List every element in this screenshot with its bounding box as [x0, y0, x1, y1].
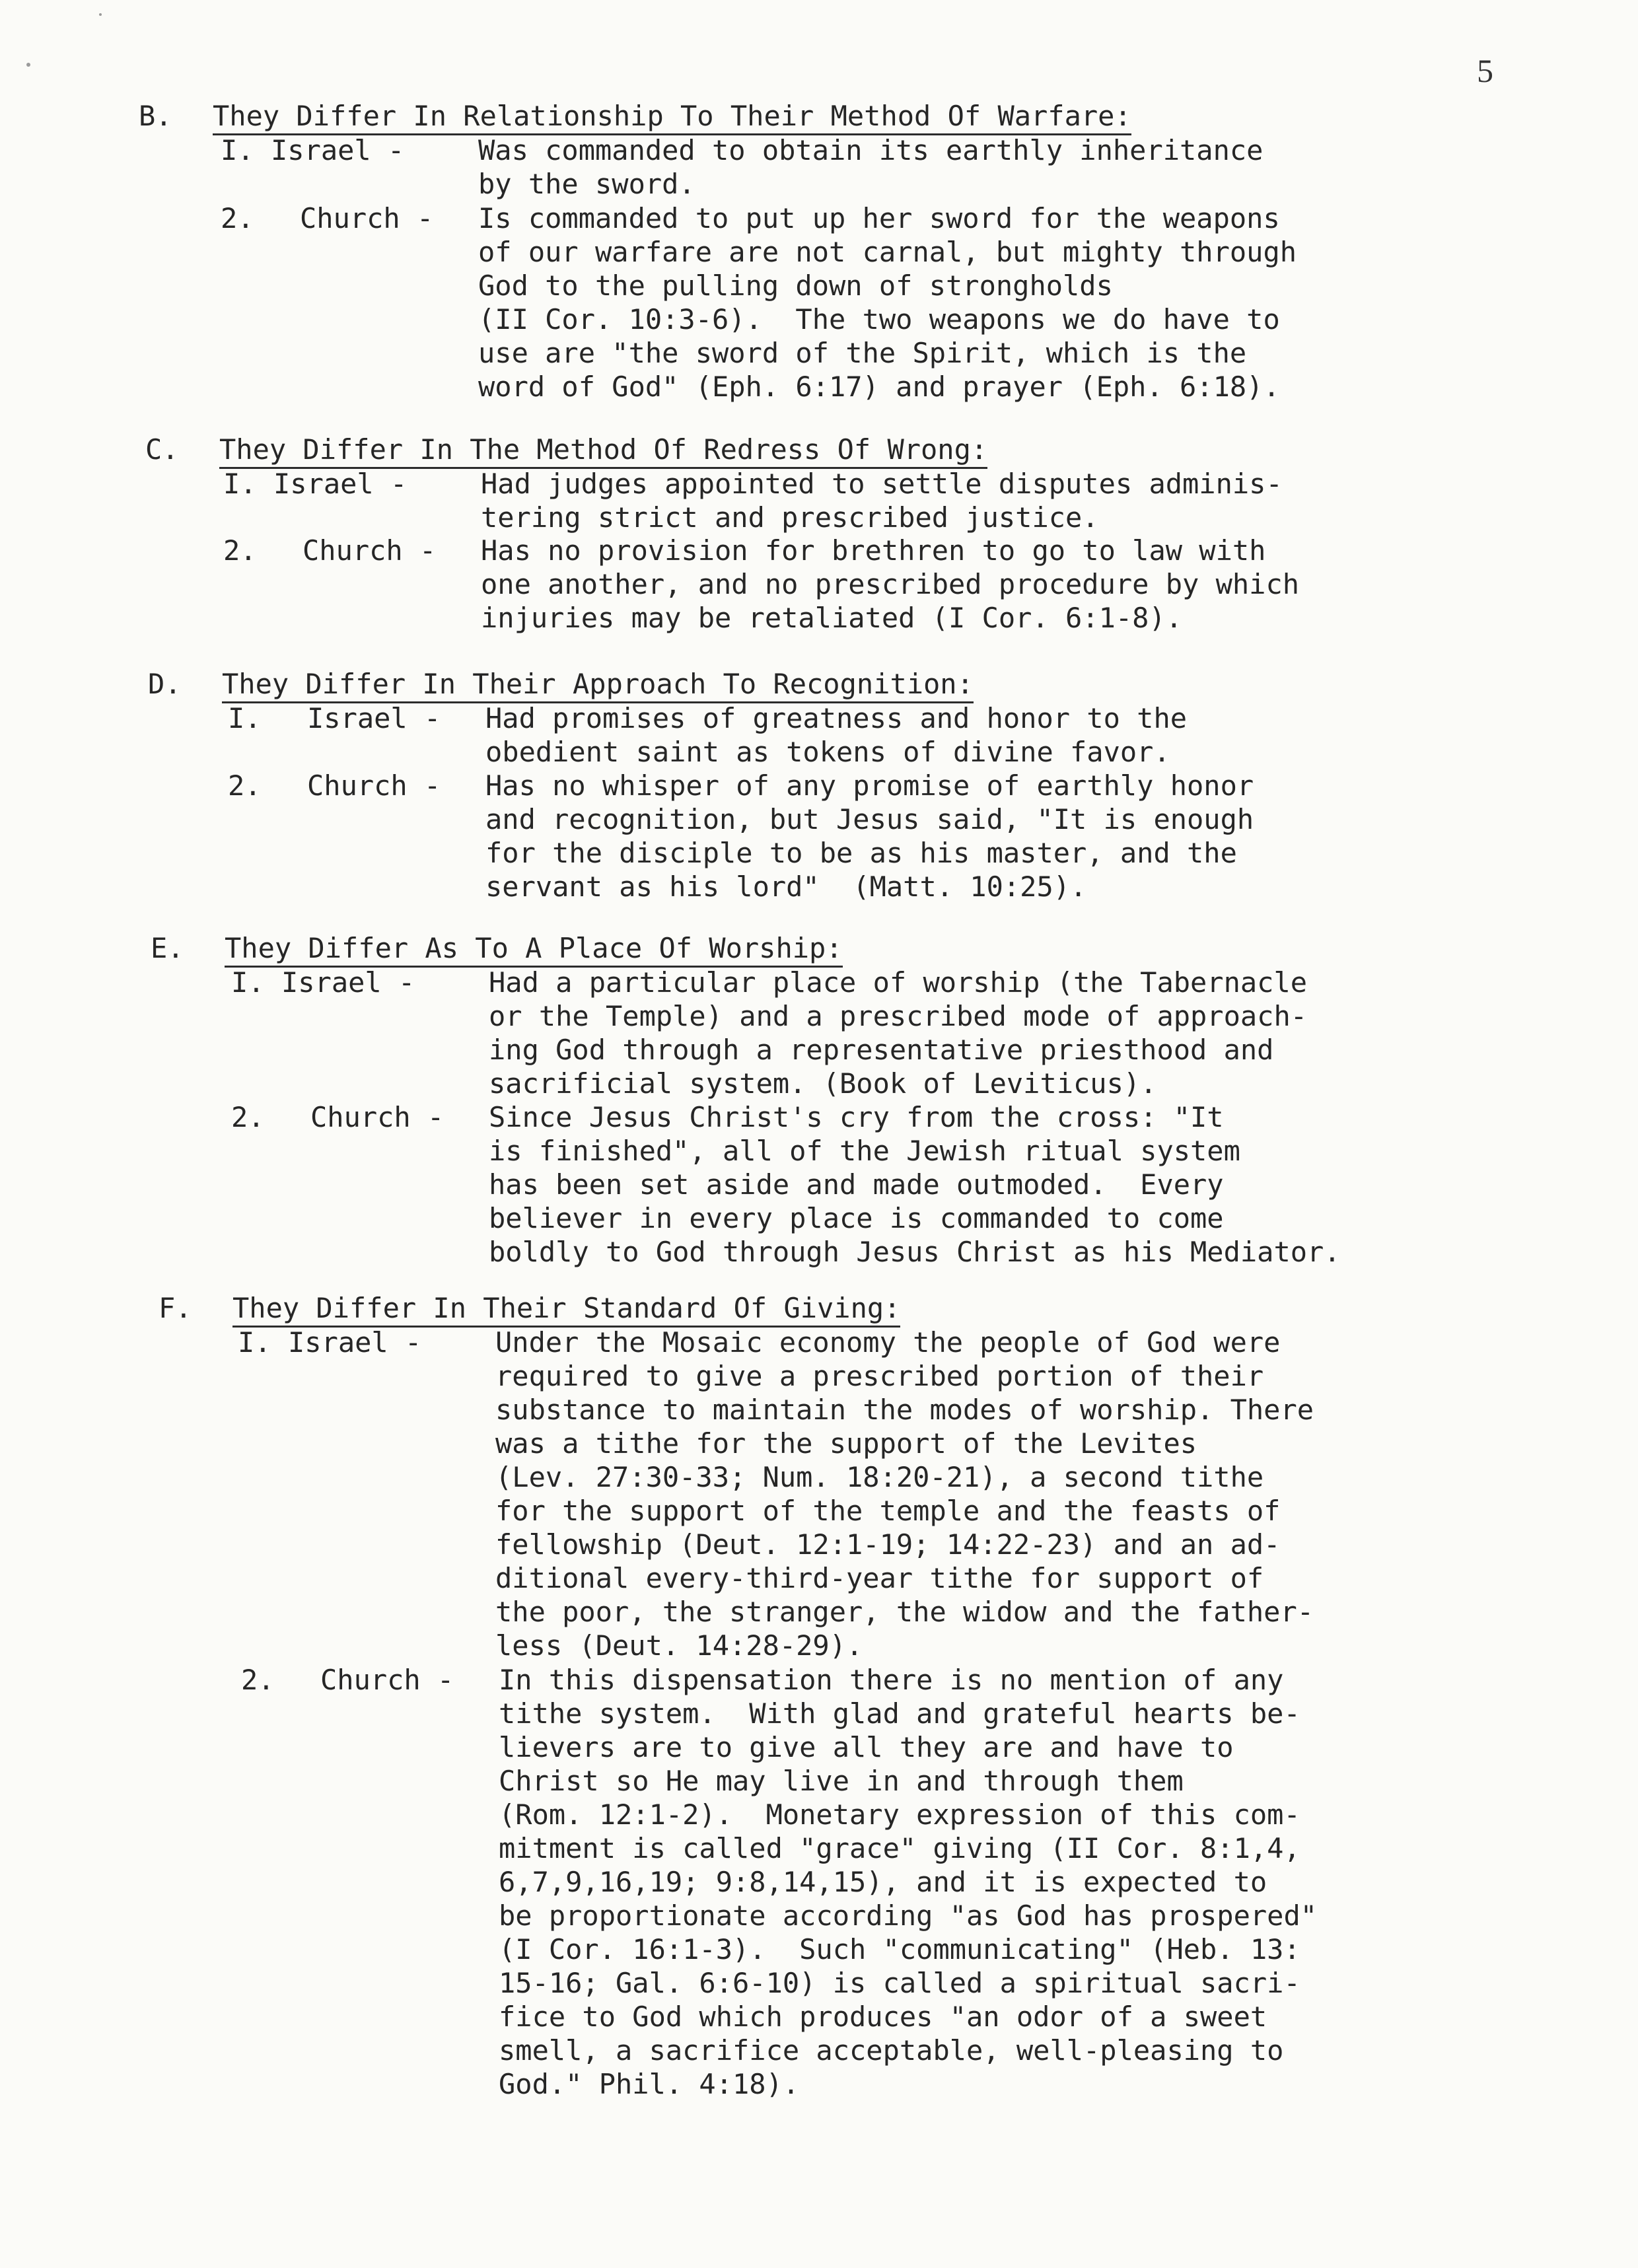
section-letter: F. [159, 1292, 192, 1324]
entry-label: Church - [320, 1664, 454, 1696]
entry-text: Had a particular place of worship (the Tabernacle or the Temple) and a prescribed mode of approach- ing God through a representative priesthood and sacrificial system. (Book of Leviticus). [489, 966, 1308, 1100]
entry-label: Church - [307, 769, 441, 802]
entry-text: In this dispensation there is no mention of any tithe system. With glad and grateful hearts be- lievers are to give all they are and have to Christ so He may live in and through them (Rom. 12:1-2). Monetary expression of this com- mitment is called "grace" giving (II Cor. 8:1,4, 6,7,9,16,19; 9:8,14,15), and it is expected to be proportionate according "as God has prospered" (I Cor. 16:1-3). Such "communicating" (Heb. 13: 15-16; Gal. 6:6-10) is called a spiritual sacri- fice to God which produces "an odor of a sweet smell, a sacrifice acceptable, well-pleasing to God." Phil. 4:18). [499, 1664, 1318, 2100]
scan-speck [99, 13, 102, 16]
entry-label: Church - [303, 534, 437, 567]
page-number: 5 [1477, 52, 1493, 89]
section-letter: E. [151, 932, 184, 964]
entry-number: 2. [223, 534, 257, 567]
entry-label: Church - [300, 202, 434, 234]
entry-label: Israel - [281, 966, 415, 999]
entry-number: 2. [231, 1101, 265, 1133]
entry-number: I. [228, 702, 262, 734]
section-heading: They Differ In Their Approach To Recognition: [222, 667, 974, 703]
section-letter: C. [145, 433, 179, 466]
entry-text: Has no provision for brethren to go to law with one another, and no prescribed procedure by which injuries may be retaliated (I Cor. 6:1-8). [481, 534, 1300, 634]
entry-number: 2. [228, 769, 262, 802]
entry-text: Has no whisper of any promise of earthly honor and recognition, but Jesus said, "It is enough for the disciple to be as his master, and the servant as his lord" (Matt. 10:25). [485, 769, 1254, 903]
scan-speck [26, 63, 30, 67]
entry-number: I. [231, 966, 265, 999]
entry-text: Under the Mosaic economy the people of God were required to give a prescribed portion of their substance to maintain the modes of worship. There was a tithe for the support of the Levites (Lev. 27:30-33; Num. 18:20-21), a second tithe for the support of the temple and the feasts of fellowship (Deut. 12:1-19; 14:22-23) and an ad- ditional every-third-year tithe for support of the poor, the stranger, the widow and the father- less (Deut. 14:28-29). [495, 1326, 1314, 1662]
section-heading: They Differ In Their Standard Of Giving: [232, 1291, 900, 1328]
entry-label: Israel - [307, 702, 441, 734]
entry-text: Had promises of greatness and honor to the obedient saint as tokens of divine favor. [485, 702, 1188, 768]
entry-text: Was commanded to obtain its earthly inheritance by the sword. [478, 134, 1264, 200]
entry-text: Is commanded to put up her sword for the weapons of our warfare are not carnal, but mighty through God to the pulling down of strongholds (II Cor. 10:3-6). The two weapons we do have to use are "the sword of the Spirit, which is the word of God" (Eph. 6:17) and prayer (Eph. 6:18). [478, 202, 1297, 403]
entry-label: Church - [310, 1101, 445, 1133]
entry-number: I. [238, 1326, 271, 1359]
entry-label: Israel - [271, 134, 405, 166]
entry-number: I. [221, 134, 254, 166]
section-letter: D. [148, 668, 182, 700]
entry-label: Israel - [288, 1326, 422, 1359]
section-heading: They Differ In The Method Of Redress Of Wrong: [219, 433, 987, 469]
entry-number: 2. [241, 1664, 275, 1696]
entry-label: Israel - [273, 468, 408, 500]
section-heading: They Differ As To A Place Of Worship: [225, 931, 843, 968]
section-letter: B. [139, 100, 172, 132]
entry-number: I. [223, 468, 257, 500]
entry-number: 2. [221, 202, 254, 234]
entry-text: Had judges appointed to settle disputes adminis- tering strict and prescribed justice. [481, 468, 1283, 534]
entry-text: Since Jesus Christ's cry from the cross: "It is finished", all of the Jewish ritual system has been set aside and made outmoded. Every believer in every place is commanded to come boldly to God through Jesus Christ as his Mediator. [489, 1101, 1341, 1268]
section-heading: They Differ In Relationship To Their Method Of Warfare: [213, 99, 1131, 135]
